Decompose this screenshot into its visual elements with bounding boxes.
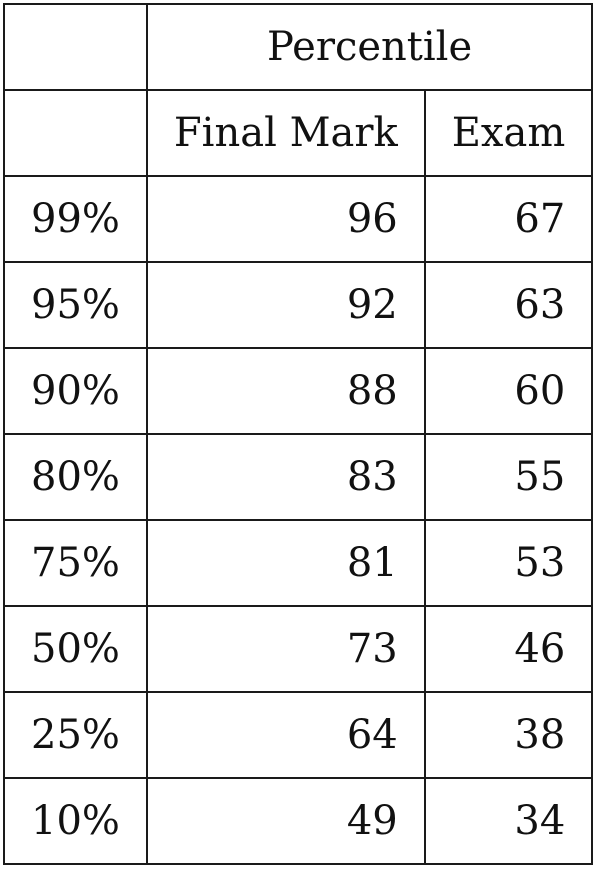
row-label: 80%: [4, 434, 147, 520]
row-label: 99%: [4, 176, 147, 262]
exam-cell: 53: [425, 520, 593, 606]
final-mark-cell: 83: [147, 434, 425, 520]
table-row: [4, 262, 592, 348]
table-row: [4, 348, 592, 434]
row-label: 25%: [4, 692, 147, 778]
corner-cell: [4, 4, 147, 90]
column-header-row: [4, 90, 592, 176]
percentile-table: [3, 3, 593, 865]
exam-cell: 60: [425, 348, 593, 434]
final-mark-cell: 88: [147, 348, 425, 434]
group-header-percentile: Percentile: [147, 4, 592, 90]
final-mark-cell: 64: [147, 692, 425, 778]
row-label: 95%: [4, 262, 147, 348]
column-header-exam: Exam: [425, 90, 593, 176]
exam-cell: 38: [425, 692, 593, 778]
final-mark-cell: 73: [147, 606, 425, 692]
final-mark-cell: 92: [147, 262, 425, 348]
column-header-label: [4, 90, 147, 176]
exam-cell: 63: [425, 262, 593, 348]
table-row: [4, 176, 592, 262]
final-mark-cell: 81: [147, 520, 425, 606]
row-label: 50%: [4, 606, 147, 692]
final-mark-cell: 49: [147, 778, 425, 864]
exam-cell: 46: [425, 606, 593, 692]
table-row: [4, 778, 592, 864]
exam-cell: 55: [425, 434, 593, 520]
table-row: [4, 692, 592, 778]
table-row: [4, 520, 592, 606]
row-label: 75%: [4, 520, 147, 606]
row-label: 10%: [4, 778, 147, 864]
exam-cell: 34: [425, 778, 593, 864]
exam-cell: 67: [425, 176, 593, 262]
table-row: [4, 434, 592, 520]
row-label: 90%: [4, 348, 147, 434]
column-header-final-mark: Final Mark: [147, 90, 425, 176]
group-header-row: [4, 4, 592, 90]
table-row: [4, 606, 592, 692]
final-mark-cell: 96: [147, 176, 425, 262]
